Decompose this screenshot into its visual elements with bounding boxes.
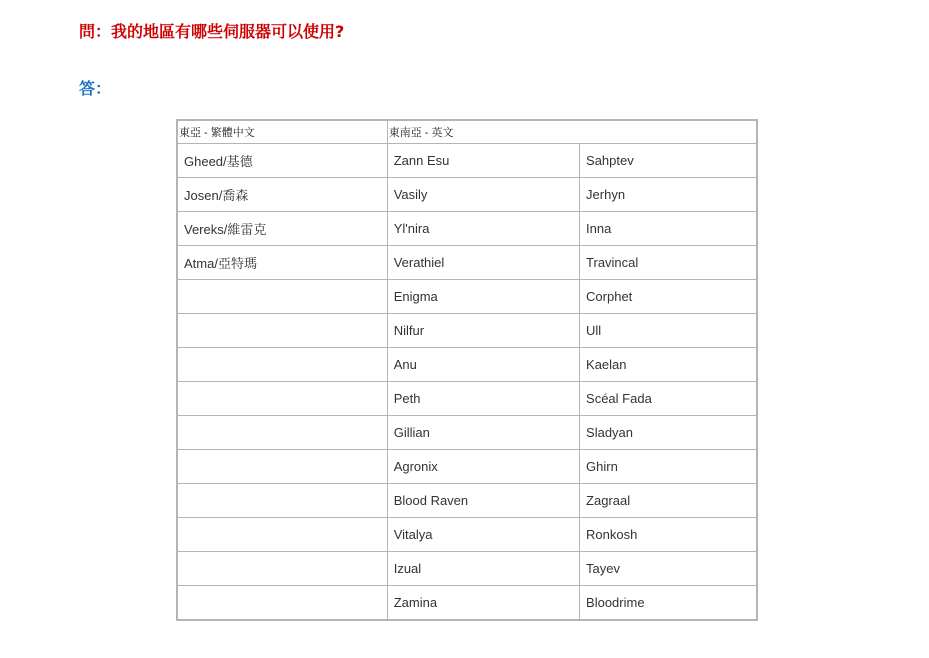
server-southeast-asia: Enigma bbox=[387, 280, 579, 314]
server-southeast-asia: Bloodrime bbox=[580, 586, 757, 621]
server-southeast-asia: Ull bbox=[580, 314, 757, 348]
table-row bbox=[177, 280, 757, 314]
server-southeast-asia: Inna bbox=[580, 212, 757, 246]
table-row bbox=[177, 518, 757, 552]
server-southeast-asia: Yl'nira bbox=[387, 212, 579, 246]
server-southeast-asia: Izual bbox=[387, 552, 579, 586]
server-east-asia bbox=[177, 314, 387, 348]
server-table bbox=[176, 119, 758, 621]
table-row bbox=[177, 552, 757, 586]
server-east-asia: Gheed/基德 bbox=[177, 144, 387, 178]
server-southeast-asia: Agronix bbox=[387, 450, 579, 484]
server-east-asia bbox=[177, 552, 387, 586]
server-southeast-asia: Sahptev bbox=[580, 144, 757, 178]
server-southeast-asia: Tayev bbox=[580, 552, 757, 586]
server-east-asia bbox=[177, 348, 387, 382]
header-east-asia: 東亞 - 繁體中文 bbox=[177, 120, 387, 144]
server-southeast-asia: Blood Raven bbox=[387, 484, 579, 518]
server-southeast-asia: Nilfur bbox=[387, 314, 579, 348]
server-east-asia bbox=[177, 518, 387, 552]
table-row bbox=[177, 416, 757, 450]
table-row bbox=[177, 348, 757, 382]
server-east-asia bbox=[177, 382, 387, 416]
server-southeast-asia: Ronkosh bbox=[580, 518, 757, 552]
server-east-asia bbox=[177, 280, 387, 314]
server-southeast-asia: Peth bbox=[387, 382, 579, 416]
table-row bbox=[177, 314, 757, 348]
table-row bbox=[177, 144, 757, 178]
server-southeast-asia: Vasily bbox=[387, 178, 579, 212]
server-east-asia: Atma/亞特瑪 bbox=[177, 246, 387, 280]
table-row bbox=[177, 484, 757, 518]
server-southeast-asia: Zagraal bbox=[580, 484, 757, 518]
server-southeast-asia: Zann Esu bbox=[387, 144, 579, 178]
table-row bbox=[177, 246, 757, 280]
server-southeast-asia: Corphet bbox=[580, 280, 757, 314]
table-row bbox=[177, 586, 757, 621]
server-southeast-asia: Verathiel bbox=[387, 246, 579, 280]
server-east-asia: Josen/喬森 bbox=[177, 178, 387, 212]
server-southeast-asia: Zamina bbox=[387, 586, 579, 621]
table-row bbox=[177, 382, 757, 416]
server-southeast-asia: Scéal Fada bbox=[580, 382, 757, 416]
table-row bbox=[177, 450, 757, 484]
table-row bbox=[177, 212, 757, 246]
server-east-asia bbox=[177, 450, 387, 484]
server-southeast-asia: Sladyan bbox=[580, 416, 757, 450]
server-southeast-asia: Travincal bbox=[580, 246, 757, 280]
header-southeast-asia: 東南亞 - 英文 bbox=[387, 120, 757, 144]
answer-label: 答： bbox=[79, 79, 112, 98]
server-southeast-asia: Anu bbox=[387, 348, 579, 382]
server-east-asia: Vereks/維雷克 bbox=[177, 212, 387, 246]
server-southeast-asia: Kaelan bbox=[580, 348, 757, 382]
table-row bbox=[177, 178, 757, 212]
server-southeast-asia: Jerhyn bbox=[580, 178, 757, 212]
server-southeast-asia: Vitalya bbox=[387, 518, 579, 552]
table-header-row bbox=[177, 120, 757, 144]
server-southeast-asia: Ghirn bbox=[580, 450, 757, 484]
server-east-asia bbox=[177, 484, 387, 518]
server-east-asia bbox=[177, 586, 387, 621]
question-heading: 問：我的地區有哪些伺服器可以使用? bbox=[79, 22, 345, 41]
server-southeast-asia: Gillian bbox=[387, 416, 579, 450]
server-east-asia bbox=[177, 416, 387, 450]
